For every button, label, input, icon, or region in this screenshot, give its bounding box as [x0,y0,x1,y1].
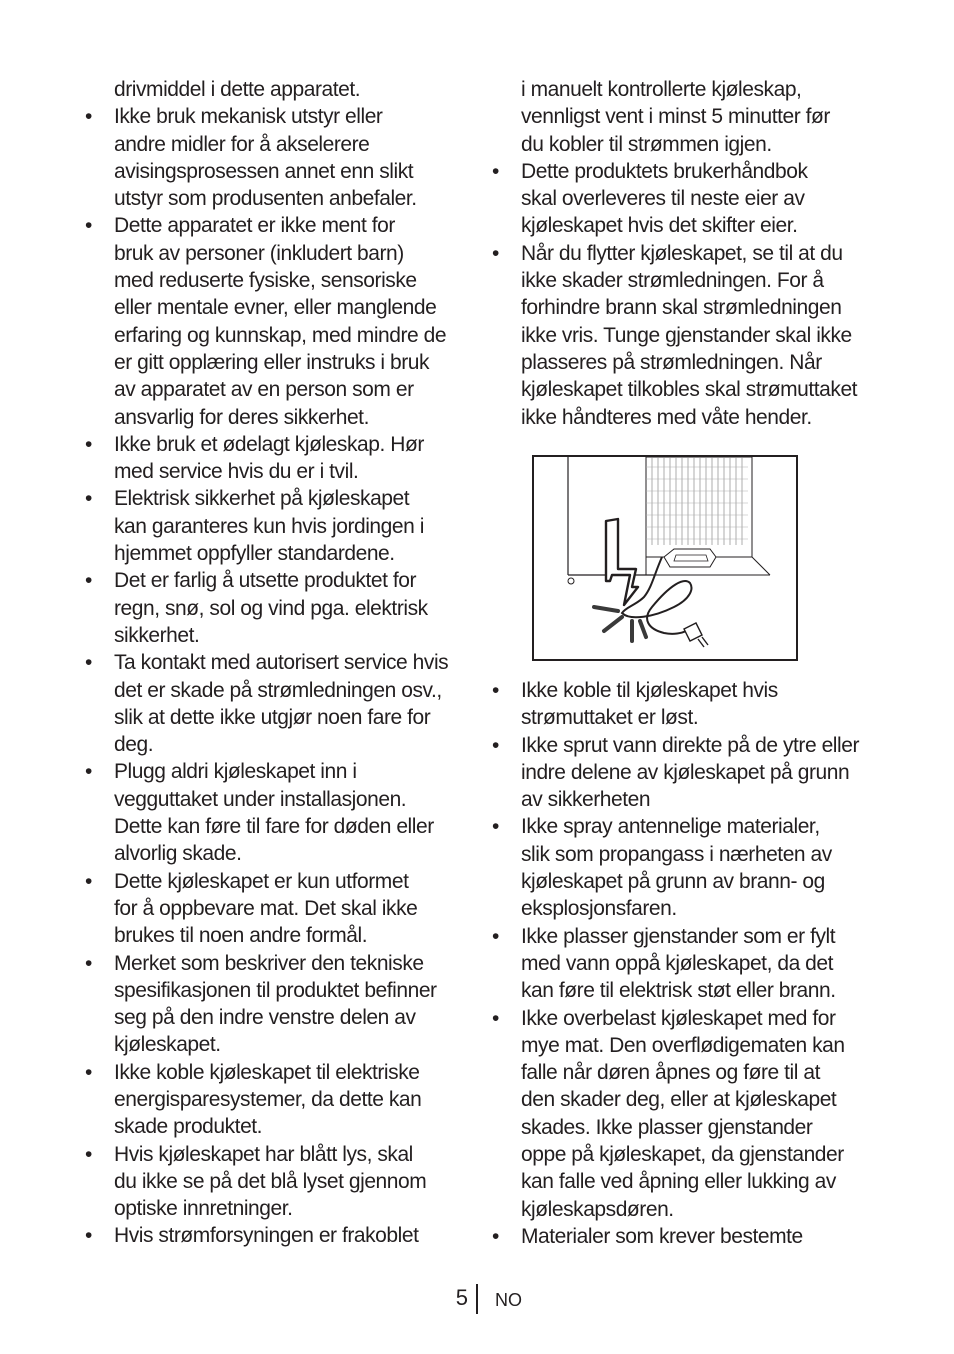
safety-bullet-list-bottom [492,677,877,1250]
bullet-item: • Materialer som krever bestemte [492,1223,877,1250]
bullet-item: • Når du flytter kjøleskapet, se til at du ikke skader strømledningen. For å forhindre brann skal strømledningen ikke vris. Tunge gjenstander skal ikke plasseres på strømledningen. Når kjøleskapet tilkobles skal strømuttaket ikke håndteres med våte hender. [492,240,877,431]
footer-divider [476,1284,478,1314]
bullet-item: • Plugg aldri kjøleskapet inn i vegguttaket under installasjonen. Dette kan føre til fare for døden eller alvorlig skade. [85,758,470,867]
bullet-item: • Dette apparatet er ikke ment for bruk av personer (inkludert barn) med reduserte fysiske, sensoriske eller mentale evner, eller manglende erfaring og kunnskap, med mindre de er gitt opplæring eller instruks i bruk av apparatet av en person som er ansvarlig for deres sikkerhet. [85,212,470,430]
bullet-item: • Dette produktets brukerhåndbok skal overleveres til neste eier av kjøleskapet hvis det skifter eier. [492,158,877,240]
right-column [492,76,877,431]
bullet-item: • Merket som beskriver den tekniske spesifikasjonen til produktet befinner seg på den indre venstre delen av kjøleskapet. [85,950,470,1059]
refrigerator-power-cord-hazard-icon [534,457,796,659]
safety-bullet-list-top [492,158,877,431]
bullet-item: • Det er farlig å utsette produktet for regn, snø, sol og vind pga. elektrisk sikkerhet. [85,567,470,649]
bullet-item: • Ikke bruk et ødelagt kjøleskap. Hør med service hvis du er i tvil. [85,431,470,486]
bullet-item: • Ikke sprut vann direkte på de ytre eller indre delene av kjøleskapet på grunn av sikkerheten [492,732,877,814]
bullet-item: • Dette kjøleskapet er kun utformet for å oppbevare mat. Det skal ikke brukes til noen andre formål. [85,868,470,950]
bullet-item: • Elektrisk sikkerhet på kjøleskapet kan garanteres kun hvis jordingen i hjemmet oppfyller standardene. [85,485,470,567]
bullet-item: • Hvis strømforsyningen er frakoblet [85,1222,470,1249]
continued-text: drivmiddel i dette apparatet. [114,78,361,101]
left-column [85,76,470,1250]
bullet-item: • Hvis kjøleskapet har blått lys, skal du ikke se på det blå lyset gjennom optiske innretninger. [85,1141,470,1223]
bullet-item: • Ta kontakt med autorisert service hvis det er skade på strømledningen osv., slik at dette ikke utgjør noen fare for deg. [85,649,470,758]
language-code: NO [495,1290,522,1310]
bullet-item: • Ikke koble kjøleskapet til elektriske energisparesystemer, da dette kan skade produktet. [85,1059,470,1141]
power-cord-illustration [532,455,798,661]
bullet-item: • Ikke spray antennelige materialer, slik som propangass i nærheten av kjøleskapet på grunn av brann- og eksplosjonsfaren. [492,813,877,922]
bullet-item: • Ikke koble til kjøleskapet hvis strømuttaket er løst. [492,677,877,732]
page-number: 5 [455,1285,468,1310]
page-footer [0,1284,954,1314]
safety-bullet-list [85,103,470,1249]
bullet-item: • Ikke bruk mekanisk utstyr eller andre midler for å akselerere avisingsprosessen annet enn slikt utstyr som produsenten anbefaler. [85,103,470,212]
bullet-item: • Ikke plasser gjenstander som er fylt med vann oppå kjøleskapet, da det kan føre til elektrisk støt eller brann. [492,923,877,1005]
right-column-lower [492,677,877,1250]
continued-text: i manuelt kontrollerte kjøleskap, vennligst vent i minst 5 minutter før du kobler til strømmen igjen. [521,78,830,156]
bullet-item: • Ikke overbelast kjøleskapet med for mye mat. Den overflødigematen kan falle når døren åpnes og føre til at den skader deg, eller at kjøleskapet skades. Ikke plasser gjenstander oppe på kjøleskapet, da gjenstander kan falle ved åpning eller lukking av kjøleskapsdøren. [492,1005,877,1223]
